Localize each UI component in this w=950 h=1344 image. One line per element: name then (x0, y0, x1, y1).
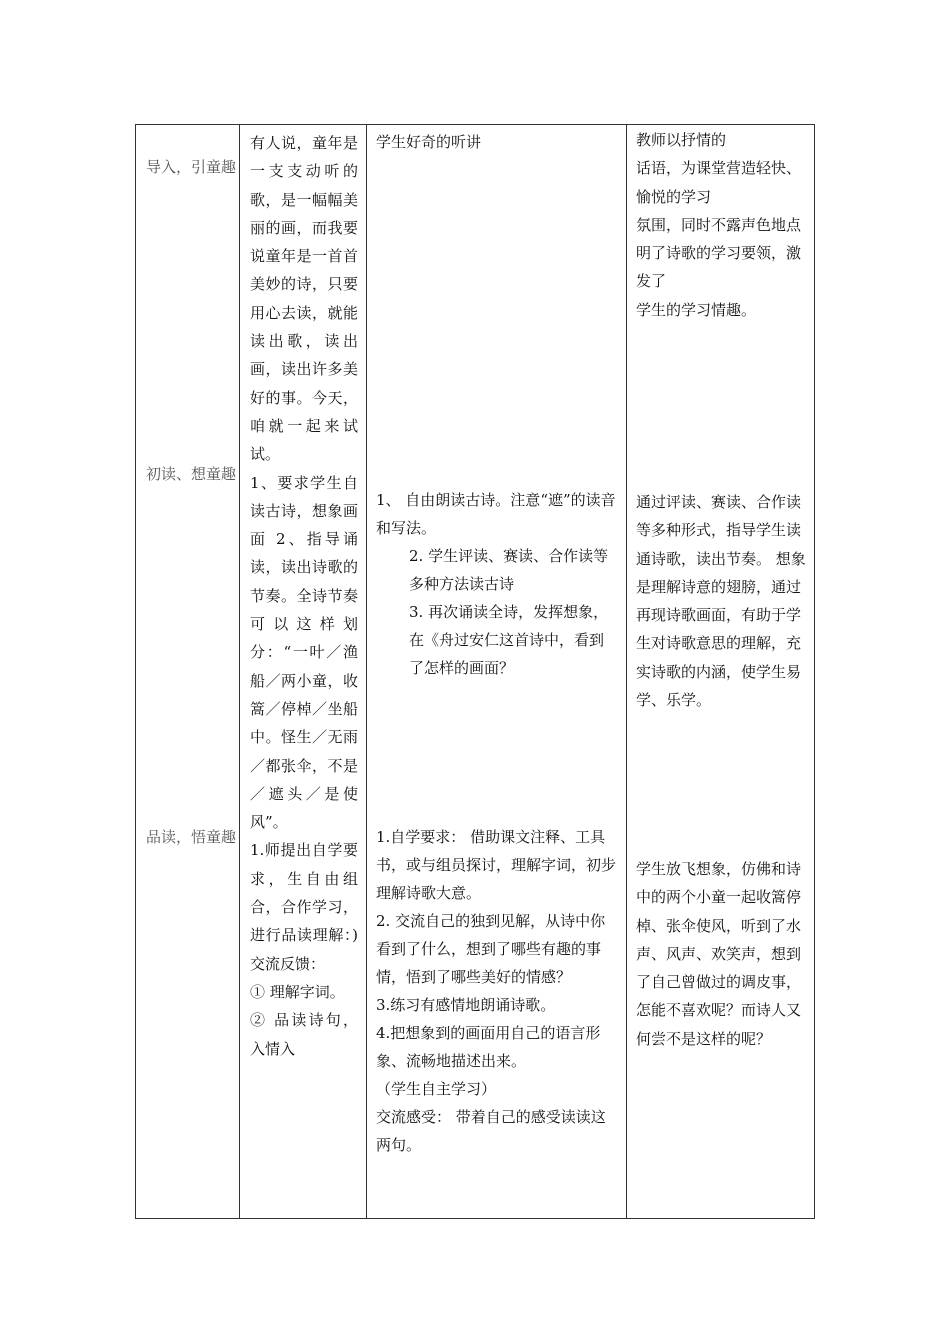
column-divider (626, 125, 627, 1218)
student-intro-text: 学生好奇的听讲 (376, 133, 482, 151)
student-reading-list (376, 486, 618, 682)
student-reading-item: 1、 自由朗读古诗。注意“遮”的读音和写法。 (376, 491, 616, 537)
column-divider (239, 125, 240, 1218)
student-study-list (376, 823, 618, 1159)
intent-intro-line: 话语，为课堂营造轻快、愉悦的学习 (636, 159, 802, 206)
teacher-study-step-1: ① 理解字词。 (250, 982, 345, 1001)
student-study-item: 1.自学要求： 借助课文注释、工具书，或与组员探讨，理解字词，初步理解诗歌大意。 (376, 828, 617, 902)
teacher-intro-text: 有人说，童年是一支支动听的歌，是一幅幅美丽的画，而我要说童年是一首首美妙的诗，只要用心去读，就能读出歌，读出画，读出许多美好的事。今天，咱就一起来试试。 (250, 134, 358, 464)
student-study-item: （学生自主学习） (376, 1080, 497, 1098)
teacher-activities (250, 129, 358, 1063)
stage-first-read: 初读、想童趣 (146, 465, 237, 483)
column-divider (366, 125, 367, 1218)
stage-deep-read: 品读，悟童趣 (146, 828, 237, 846)
lesson-table (135, 124, 815, 1219)
student-study-item: 3.练习有感情地朗诵诗歌。 (376, 996, 556, 1014)
teacher-reading-text: 1、要求学生自读古诗，想象画面 2、指导诵读，读出诗歌的节奏。全诗节奏可以这样划分：“一叶／渔船／两小童，收篙／停棹／坐船中。怪生／无雨／都张伞，不是／遮头／是使风”。 (250, 473, 358, 832)
intent-intro-line: 学生的学习情趣。 (636, 300, 757, 319)
student-reading-item: 2. 学生评读、赛读、合作读等多种方法读古诗 (409, 547, 609, 593)
teacher-study-text: 1.师提出自学要求，生自由组合，合作学习，进行品读理解：)交流反馈： (250, 841, 358, 973)
intent-intro (636, 126, 808, 324)
intent-deep-read: 学生放飞想象，仿佛和诗中的两个小童一起收篙停棹、张伞使风，听到了水声、风声、欢笑声，想到了自己曾做过的调皮事，怎能不喜欢呢？而诗人又何尝不是这样的呢？ (636, 860, 802, 1048)
student-study-item: 2. 交流自己的独到见解，从诗中你看到了什么，想到了哪些有趣的事情，悟到了哪些美好的情感？ (376, 912, 606, 986)
intent-intro-line: 氛围，同时不露声色地点明了诗歌的学习要领，激发了 (636, 215, 802, 291)
teacher-study-step-2: ② 品读诗句，入情入 (250, 1011, 358, 1058)
stage-intro: 导入，引童趣 (146, 158, 237, 176)
student-reading-item: 3. 再次诵读全诗，发挥想象，在《舟过安仁这首诗中，看到了怎样的画面？ (409, 603, 609, 677)
intent-first-read: 通过评读、赛读、合作读等多种形式，指导学生读通诗歌，读出节奏。 想象是理解诗意的翅膀，通过再现诗歌画面，有助于学生对诗歌意思的理解，充实诗歌的内涵，使学生易学、乐学。 (636, 493, 806, 710)
student-study-item: 交流感受： 带着自己的感受读读这两句。 (376, 1108, 606, 1154)
intent-intro-line: 教师以抒情的 (636, 131, 727, 149)
student-study-item: 4.把想象到的画面用自己的语言形象、流畅地描述出来。 (376, 1024, 601, 1070)
